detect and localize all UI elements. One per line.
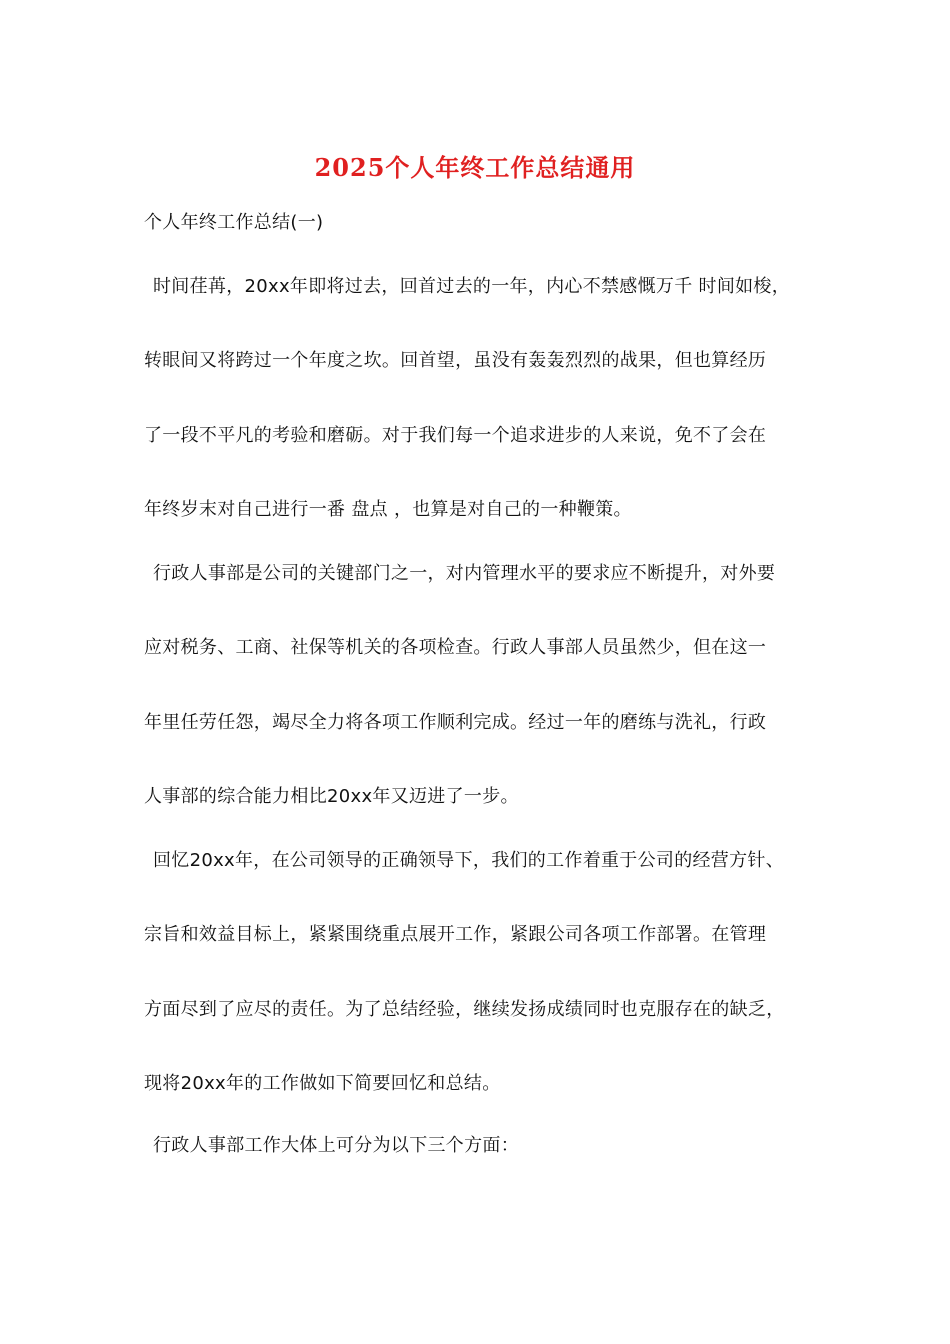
paragraph-line: 回忆20xx年，在公司领导的正确领导下，我们的工作着重于公司的经营方针、 [153, 850, 785, 871]
paragraph-line: 行政人事部工作大体上可分为以下三个方面： [153, 1135, 519, 1156]
paragraph-line: 年终岁末对自己进行一番 盘点 ，也算是对自己的一种鞭策。 [144, 499, 632, 520]
paragraph-line: 转眼间又将跨过一个年度之坎。回首望，虽没有轰轰烈烈的战果，但也算经历 [144, 350, 767, 371]
paragraph-line: 应对税务、工商、社保等机关的各项检查。行政人事部人员虽然少，但在这一 [144, 637, 767, 658]
document-title: 2025个人年终工作总结通用 [314, 153, 636, 182]
paragraph-line: 时间荏苒，20xx年即将过去，回首过去的一年，内心不禁感慨万千 时间如梭， [153, 276, 791, 297]
paragraph-line: 方面尽到了应尽的责任。为了总结经验，继续发扬成绩同时也克服存在的缺乏， [144, 999, 785, 1020]
paragraph-line: 人事部的综合能力相比20xx年又迈进了一步。 [144, 786, 519, 807]
section-heading: 个人年终工作总结(一) [144, 212, 324, 233]
paragraph-line: 年里任劳任怨，竭尽全力将各项工作顺利完成。经过一年的磨练与洗礼，行政 [144, 712, 767, 733]
paragraph-line: 行政人事部是公司的关键部门之一，对内管理水平的要求应不断提升，对外要 [153, 563, 776, 584]
paragraph-line: 现将20xx年的工作做如下简要回忆和总结。 [144, 1073, 501, 1094]
paragraph-line: 了一段不平凡的考验和磨砺。对于我们每一个追求进步的人来说，免不了会在 [144, 425, 767, 446]
paragraph-line: 宗旨和效益目标上，紧紧围绕重点展开工作，紧跟公司各项工作部署。在管理 [144, 924, 767, 945]
